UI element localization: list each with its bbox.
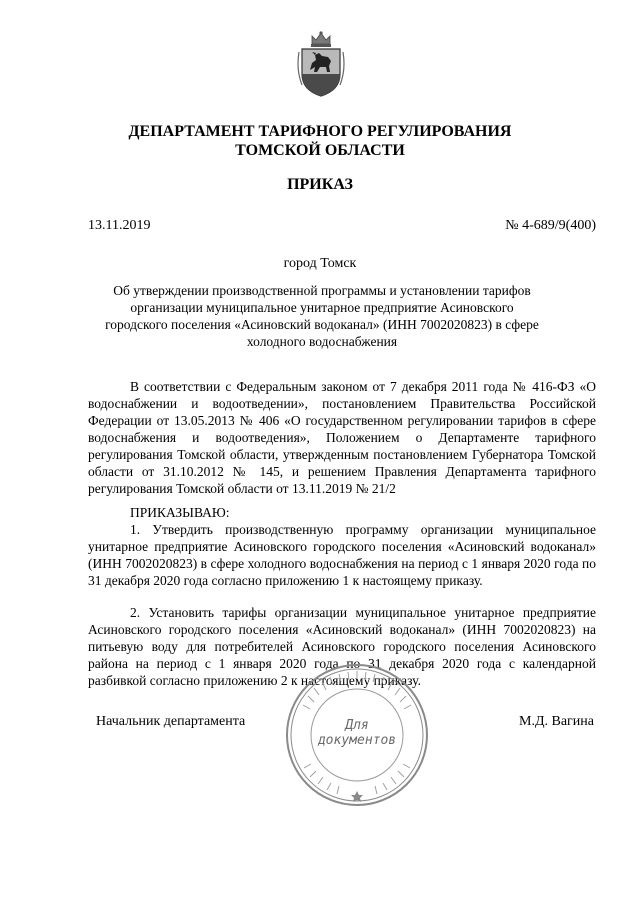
order-date: 13.11.2019 bbox=[88, 218, 151, 233]
department-name-line1: ДЕПАРТАМЕНТ ТАРИФНОГО РЕГУЛИРОВАНИЯ bbox=[128, 123, 512, 140]
department-name-line2: ТОМСКОЙ ОБЛАСТИ bbox=[235, 142, 405, 159]
stamp-text-line2: документов bbox=[317, 733, 397, 748]
stamp-text-line1: Для bbox=[345, 718, 369, 733]
order-city: город Томск bbox=[283, 256, 357, 271]
signatory-role: Начальник департамента bbox=[96, 714, 246, 729]
order-item-2: 2. Установить тарифы организации муниципальное унитарное предприятие Асиновского городского поселения «Асиновский водоканал» (ИНН 7002020823) на питьевую воду для потребителей Асиновского городского поселения Асиновского района на период с 1 января 2020 года по 31 декабря 2020 года с календарной разбивкой согласно приложению 2 к настоящему приказу. bbox=[88, 605, 596, 688]
order-subject: Об утверждении производственной программы и установлении тарифов организации муниципальное унитарное предприятие Асиновского городского поселения «Асиновский водоканал» (ИНН 7002020823) в сфере холодного водоснабжения bbox=[105, 283, 539, 349]
document-type-title: ПРИКАЗ bbox=[287, 176, 353, 193]
signatory-name: М.Д. Вагина bbox=[519, 714, 594, 729]
preamble-paragraph: В соответствии с Федеральным законом от 7 декабря 2011 года № 416-ФЗ «О водоснабжении и водоотведении», постановлением Правительства Российской Федерации от 13.05.2013 № 406 «О государственном регулировании тарифов в сфере водоснабжения и водоотведения», Положением о Департаменте тарифного регулирования Томской области, утвержденным постановлением Губернатора Томской области от 31.10.2012 № 145, и решением Правления Департамента тарифного регулирования Томской области от 13.11.2019 № 21/2 bbox=[88, 379, 596, 496]
order-item-1: 1. Утвердить производственную программу организации муниципальное унитарное предприятие Асиновского городского поселения «Асиновский водоканал» (ИНН 7002020823) в сфере холодного водоснабжения на период с 1 января 2020 года по 31 декабря 2020 года согласно приложению 1 к настоящему приказу. bbox=[88, 522, 596, 588]
coat-of-arms-icon bbox=[296, 30, 346, 98]
order-number: № 4-689/9(400) bbox=[505, 218, 596, 233]
prikazyvayu-heading: ПРИКАЗЫВАЮ: bbox=[130, 505, 230, 520]
